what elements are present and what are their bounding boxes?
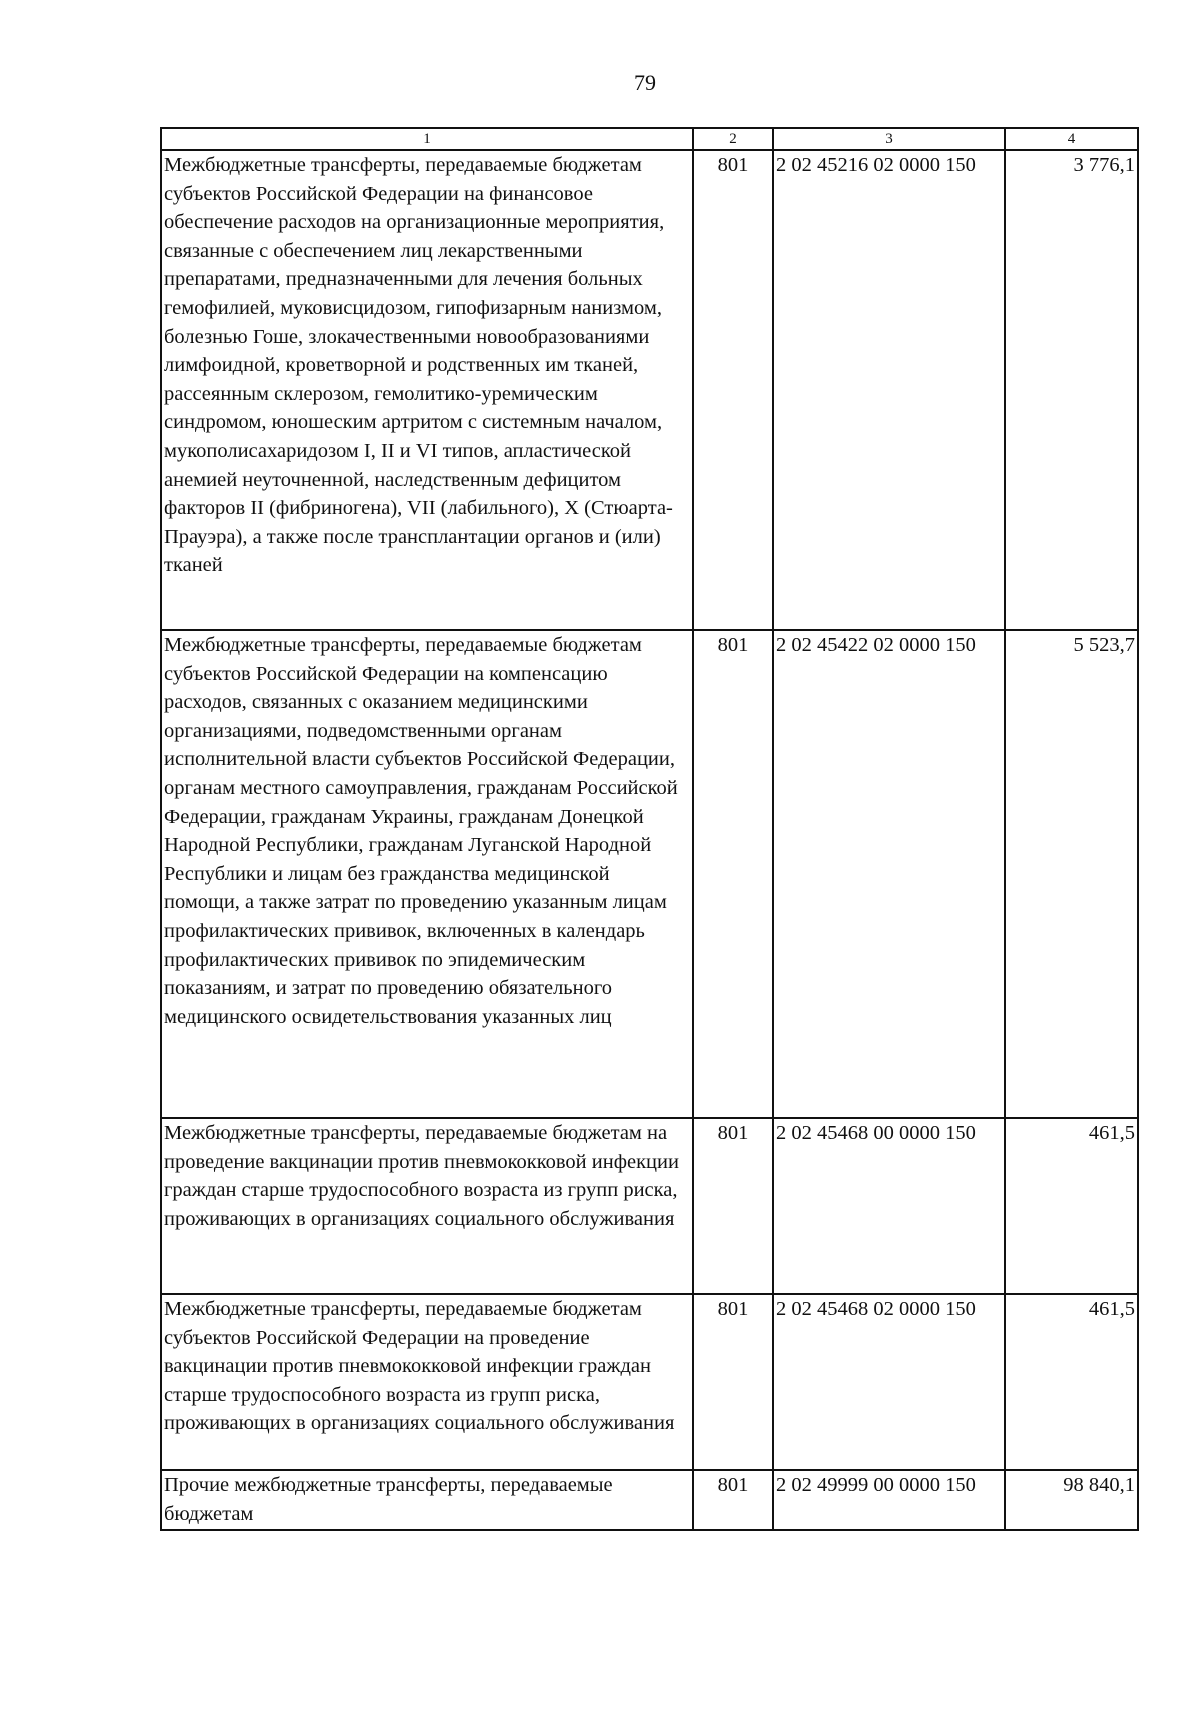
row-admin-code: 801	[693, 630, 773, 1118]
row-budget-code: 2 02 45216 02 0000 150	[773, 150, 1005, 630]
row-amount: 3 776,1	[1005, 150, 1138, 630]
table-row	[161, 630, 1138, 1118]
row-admin-code: 801	[693, 150, 773, 630]
row-amount: 5 523,7	[1005, 630, 1138, 1118]
table-row	[161, 1118, 1138, 1294]
header-cell-3: 3	[773, 128, 1005, 150]
row-name: Межбюджетные трансферты, передаваемые бюджетам субъектов Российской Федерации на компенсацию расходов, связанных с оказанием медицинскими организациями, подведомственными органам исполнительной власти субъектов Российской Федерации, органам местного самоуправления, гражданам Российской Федерации, гражданам Украины, гражданам Донецкой Народной Республики, гражданам Луганской Народной Республики и лицам без гражданства медицинской помощи, а также затрат по проведению указанным лицам профилактических прививок, включенных в календарь профилактических прививок по эпидемическим показаниям, и затрат по проведению обязательного медицинского освидетельствования указанных лиц	[161, 630, 693, 1118]
row-name: Прочие межбюджетные трансферты, передаваемые бюджетам	[161, 1470, 693, 1530]
header-cell-1: 1	[161, 128, 693, 150]
row-admin-code: 801	[693, 1118, 773, 1294]
row-admin-code: 801	[693, 1294, 773, 1470]
table-row	[161, 150, 1138, 630]
row-name: Межбюджетные трансферты, передаваемые бюджетам субъектов Российской Федерации на финансовое обеспечение расходов на организационные мероприятия, связанные с обеспечением лиц лекарственными препаратами, предназначенными для лечения больных гемофилией, муковисцидозом, гипофизарным нанизмом, болезнью Гоше, злокачественными новообразованиями лимфоидной, кроветворной и родственных им тканей, рассеянным склерозом, гемолитико-уремическим синдромом, юношеским артритом с системным началом, мукополисахаридозом I, II и VI типов, апластической анемией неуточненной, наследственным дефицитом факторов II (фибриногена), VII (лабильного), X (Стюарта-Прауэра), а также после трансплантации органов и (или) тканей	[161, 150, 693, 630]
row-budget-code: 2 02 49999 00 0000 150	[773, 1470, 1005, 1530]
row-amount: 98 840,1	[1005, 1470, 1138, 1530]
row-budget-code: 2 02 45468 00 0000 150	[773, 1118, 1005, 1294]
header-cell-2: 2	[693, 128, 773, 150]
table-row	[161, 1470, 1138, 1530]
row-amount: 461,5	[1005, 1294, 1138, 1470]
row-name: Межбюджетные трансферты, передаваемые бюджетам субъектов Российской Федерации на проведение вакцинации против пневмококковой инфекции граждан старше трудоспособного возраста из групп риска, проживающих в организациях социального обслуживания	[161, 1294, 693, 1470]
row-admin-code: 801	[693, 1470, 773, 1530]
budget-table	[160, 127, 1139, 1531]
table-row	[161, 1294, 1138, 1470]
page-number: 79	[634, 70, 656, 95]
header-cell-4: 4	[1005, 128, 1138, 150]
row-budget-code: 2 02 45422 02 0000 150	[773, 630, 1005, 1118]
table-header-row	[161, 128, 1138, 150]
row-amount: 461,5	[1005, 1118, 1138, 1294]
row-budget-code: 2 02 45468 02 0000 150	[773, 1294, 1005, 1470]
row-name: Межбюджетные трансферты, передаваемые бюджетам на проведение вакцинации против пневмококковой инфекции граждан старше трудоспособного возраста из групп риска, проживающих в организациях социального обслуживания	[161, 1118, 693, 1294]
